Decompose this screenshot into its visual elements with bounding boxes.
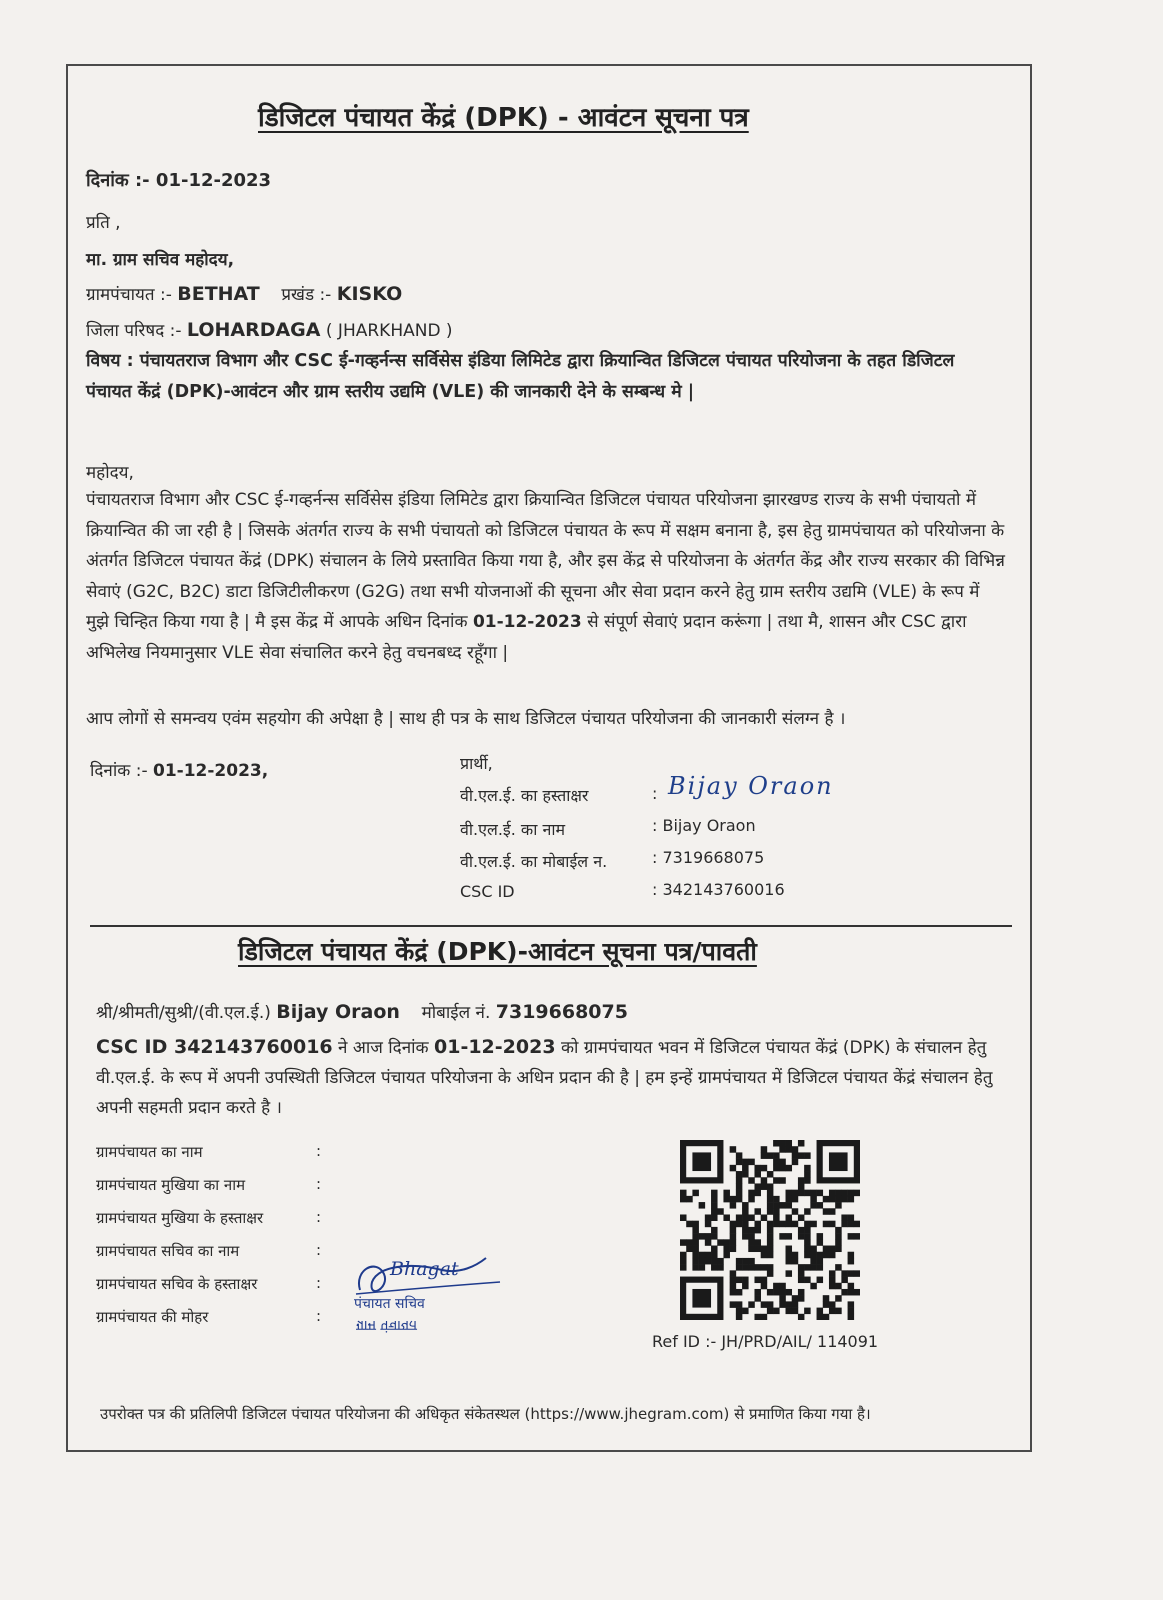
section-divider — [90, 925, 1012, 927]
page-title: डिजिटल पंचायत केंद्रं (DPK) - आवंटन सूचना पत्र — [258, 103, 749, 133]
csc-id-label: CSC ID — [460, 882, 515, 901]
field-label: ग्रामपंचायत मुखिया के हस्ताक्षर — [96, 1209, 264, 1227]
field-colon: : — [316, 1142, 322, 1160]
vle-mobile-value: : 7319668075 — [652, 848, 765, 867]
stamp-signature: Bhagat — [390, 1258, 459, 1280]
addressee: मा. ग्राम सचिव महोदय, — [86, 250, 235, 270]
field-label: ग्रामपंचायत सचिव का नाम — [96, 1242, 240, 1260]
field-label: ग्रामपंचायत का नाम — [96, 1143, 203, 1161]
zila-parishad: जिला परिषद :- LOHARDAGA ( JHARKHAND ) — [86, 319, 453, 341]
csc-id-value: : 342143760016 — [652, 880, 785, 899]
stamp-line-2: ग्राम पंचायत — [356, 1317, 417, 1333]
prarthi: प्रार्थी, — [460, 754, 493, 773]
footer-note: उपरोक्त पत्र की प्रतिलिपी डिजिटल पंचायत परियोजना की अधिकृत संकेतस्थल (https://www.jhegram.com) से प्रमाणित किया गया है। — [100, 1405, 871, 1423]
field-colon: : — [316, 1175, 322, 1193]
stamp-line-1: पंचायत सचिव — [354, 1296, 425, 1312]
body-line-2: आप लोगों से समन्वय एवंम सहयोग की अपेक्षा है | साथ ही पत्र के साथ डिजिटल पंचायत परियोजना की जानकारी संलग्न है । — [86, 709, 846, 729]
sign-date: दिनांक :- 01-12-2023, — [90, 761, 269, 781]
vle-signature: Bijay Oraon — [668, 772, 834, 800]
prati: प्रति , — [86, 213, 121, 233]
field-label: ग्रामपंचायत की मोहर — [96, 1308, 209, 1326]
date-line: दिनांक :- 01-12-2023 — [86, 170, 272, 191]
vle-sign-label: वी.एल.ई. का हस्ताक्षर — [460, 786, 589, 805]
qr-code — [680, 1140, 860, 1320]
field-colon: : — [316, 1274, 322, 1292]
field-colon: : — [316, 1241, 322, 1259]
field-label: ग्रामपंचायत सचिव के हस्ताक्षर — [96, 1275, 258, 1293]
vle-name-label: वी.एल.ई. का नाम — [460, 820, 566, 839]
receipt-paragraph: CSC ID 342143760016 ने आज दिनांक 01-12-2023 को ग्रामपंचायत भवन में डिजिटल पंचायत केंद्रं (DPK) के संचालन हेतु वी.एल.ई. के रूप में अपनी उपस्थिती डिजिटल पंचायत परियोजना के अधिन प्रदान की है | हम इन्हें ग्रामपंचायत में डिजिटल पंचायत केंद्रं संचालन हेतु अपनी सहमती प्रदान करते है । — [96, 1036, 993, 1118]
qr-code-icon — [680, 1140, 860, 1320]
vle-mobile-label: वी.एल.ई. का मोबाईल न. — [460, 852, 608, 871]
secretary-stamp — [350, 1252, 510, 1372]
gram-panchayat: ग्रामपंचायत :- BETHAT प्रखंड :- KISKO — [86, 283, 403, 305]
vle-sign-colon: : — [652, 784, 658, 803]
field-colon: : — [316, 1208, 322, 1226]
subject: विषय : पंचायतराज विभाग और CSC ई-गव्हर्नन्स सर्विसेस इंडिया लिमिटेड द्वारा क्रियान्वित डिजिटल पंचायत परियोजना के तहत डिजिटल पंचायत केंद्रं (DPK)-आवंटन और ग्राम स्तरीय उद्यमि (VLE) की जानकारी देने के सम्बन्ध मे | — [86, 351, 955, 402]
body-paragraph: पंचायतराज विभाग और CSC ई-गव्हर्नन्स सर्विसेस इंडिया लिमिटेड द्वारा क्रियान्वित डिजिटल पंचायत परियोजना झारखण्ड राज्य के सभी पंचायतो में क्रियान्वित की जा रही है | जिसके अंतर्गत राज्य के सभी पंचायतो को डिजिटल पंचायत के रूप में सक्षम बनाना है, इस हेतु ग्रामपंचायत को परियोजना के अंतर्गत डिजिटल पंचायत केंद्रं (DPK) संचालन के लिये प्रस्तावित किया गया है, और इस केंद्र से परियोजना के अंतर्गत केंद्र और राज्य सरकार की विभिन्न सेवाएं (G2C, B2C) डाटा डिजिटीलीकरण (G2G) तथा सभी योजनाओं की सूचना और सेवा प्रदान करने हेतु ग्राम स्तरीय उद्यमि (VLE) के रूप में मुझे चिन्हित किया गया है | मै इस केंद्र में आपके अधिन दिनांक 01-12-2023 से संपूर्ण सेवाएं प्रदान करूंगा | तथा मै, शासन और CSC द्वारा अभिलेख नियमानुसार VLE सेवा संचालित करने हेतु वचनबध्द रहूँगा | — [86, 490, 1005, 663]
field-label: ग्रामपंचायत मुखिया का नाम — [96, 1176, 246, 1194]
salutation: महोदय, — [86, 463, 134, 483]
vle-name-value: : Bijay Oraon — [652, 816, 756, 835]
field-colon: : — [316, 1307, 322, 1325]
ref-id: Ref ID :- JH/PRD/AIL/ 114091 — [652, 1332, 879, 1351]
receipt-vle-line: श्री/श्रीमती/सुश्री/(वी.एल.ई.) Bijay Oraon मोबाईल नं. 7319668075 — [96, 1001, 628, 1023]
receipt-title: डिजिटल पंचायत केंद्रं (DPK)-आवंटन सूचना पत्र/पावती — [238, 937, 757, 966]
